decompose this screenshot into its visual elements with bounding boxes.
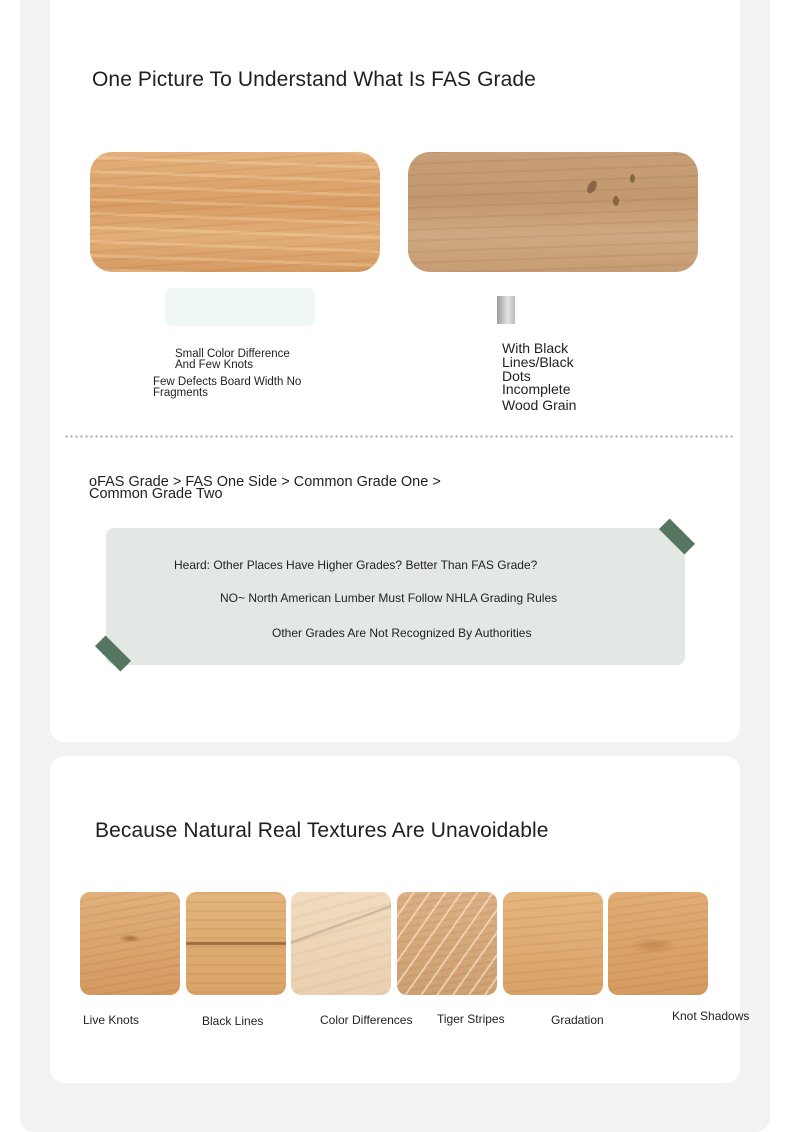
knot-shadows-image [608,892,708,995]
quote-line: NO~ North American Lumber Must Follow NHLA Grading Rules [220,591,558,605]
texture-label: Color Differences [320,1013,413,1027]
fas-caption-line: Few Defects Board Width No [153,376,302,388]
fas-caption-line: Fragments [153,387,208,399]
tiger-stripes-image [397,892,497,995]
fas-caption-line: And Few Knots [175,359,253,371]
black-lines-image [186,892,286,995]
texture-label: Knot Shadows [672,1009,750,1023]
fas-section-title: One Picture To Understand What Is FAS Grade [92,68,536,91]
dotted-divider [64,435,734,438]
blurred-badge [165,288,315,326]
gradation-image [503,892,603,995]
quote-line: Other Grades Are Not Recognized By Authorities [272,626,532,640]
grade-order-text [89,476,469,500]
fas-caption-line: Small Color Difference [175,348,290,360]
fas-wood-sample-image [90,152,380,272]
quote-line: Heard: Other Places Have Higher Grades? Better Than FAS Grade? [174,558,538,572]
feature-line: Incomplete [502,381,571,397]
feature-line: Lines/Black [502,354,574,370]
grade-order-line: Common Grade Two [89,486,223,502]
knot-mark [585,179,599,195]
color-differences-image [291,892,391,995]
texture-label: Gradation [551,1013,604,1027]
grade-order-line: oFAS Grade > FAS One Side > Common Grade One > [89,474,441,490]
feature-line: Wood Grain [502,397,577,413]
texture-label: Live Knots [83,1013,140,1027]
texture-label: Tiger Stripes [437,1012,505,1026]
feature-line: With Black [502,340,569,356]
texture-label: Black Lines [202,1014,264,1028]
lower-grade-wood-sample-image [408,152,698,272]
live-knots-image [80,892,180,995]
knot-mark [613,196,619,206]
lower-grade-features [502,341,612,412]
grey-swatch-icon [497,296,515,324]
textures-section-title: Because Natural Real Textures Are Unavoidable [95,819,549,842]
feature-line: Dots [502,368,531,384]
knot-mark [630,174,635,183]
